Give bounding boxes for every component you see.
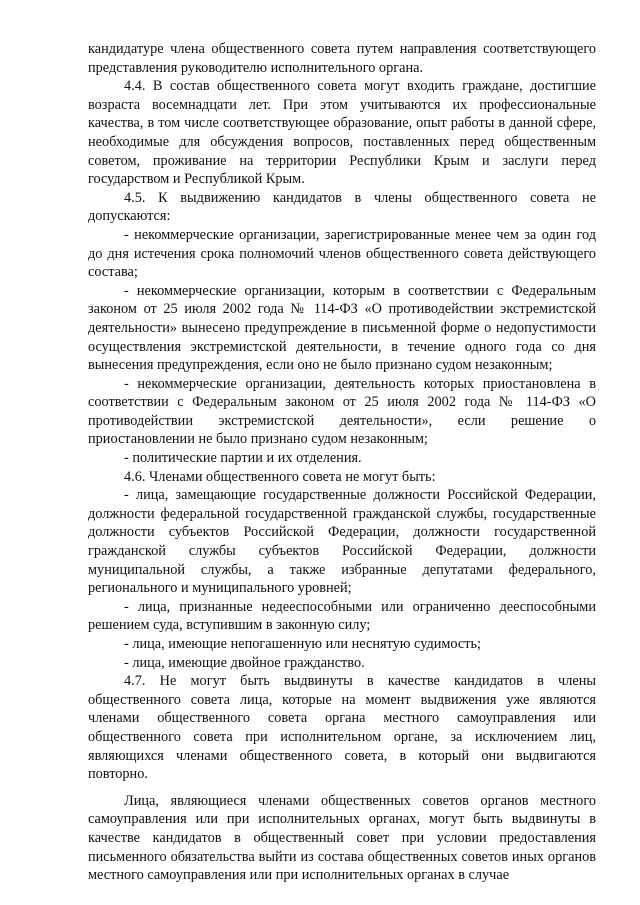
list-item-4-6-3: - лица, имеющие непогашенную или неснятую судимость; [124, 636, 482, 652]
list-item-4-6-4: - лица, имеющие двойное гражданство. [124, 654, 365, 671]
paragraph-4-5: 4.5. К выдвижению кандидатов в члены общественного совета не допускаются: [88, 189, 596, 225]
paragraph-4-7-note: Лица, являющиеся членами общественных советов органов местного самоуправления или при исполнительных органах, могут быть выдвинуты в качестве кандидатов в общественный совет при условии предоставления письменного обязательства выйти из состава общественных советов иных органов местного самоуправления или при исполнительных органах в случае [88, 792, 596, 884]
list-item-4-6-2: - лица, признанные недееспособными или ограниченно дееспособными решением суда, вступившим в законную силу; [88, 598, 596, 634]
paragraph-4-4: 4.4. В состав общественного совета могут входить граждане, достигшие возраста восемнадцати лет. При этом учитываются их профессиональные качества, в том числе соответствующее образование, опыт работы в данной сфере, необходимые для обсуждения вопросов, поставленных перед общественным советом, проживание на территории Республики Крым и заслуги перед государством и Республикой Крым. [88, 78, 596, 188]
document-page [88, 40, 596, 885]
paragraph-continuation: кандидатуре члена общественного совета путем направления соответствующего представления руководителю исполнительного органа. [88, 41, 596, 76]
paragraph-4-6: 4.6. Членами общественного совета не могут быть: [124, 468, 436, 485]
paragraph-4-7: 4.7. Не могут быть выдвинуты в качестве кандидатов в члены общественного совета лица, которые на момент выдвижения уже являются членами общественного совета органа местного самоуправления или общественного совета при исполнительном органе, за исключением лиц, являющихся членами общественного совета, в который они выдвигаются повторно. [88, 673, 596, 783]
list-item-4-5-2: - некоммерческие организации, которым в соответствии с Федеральным законом от 25 июля 2002 года № 114-ФЗ «О противодействии экстремистской деятельности» вынесено предупреждение в письменной форме о недопустимости осуществления экстремистской деятельности, в течение одного года со дня вынесения предупреждения, если оно не было признано судом незаконным; [88, 282, 596, 374]
list-item-4-6-1: - лица, замещающие государственные должности Российской Федерации, должности федеральной государственной гражданской службы, государственные должности субъектов Российской Федерации, должности государственной гражданской службы субъектов Российской Федерации, должности муниципальной службы, а также избранные депутатами федерального, регионального и муниципального уровней; [88, 487, 596, 597]
list-item-4-5-4: - политические партии и их отделения. [124, 450, 362, 467]
list-item-4-5-3: - некоммерческие организации, деятельность которых приостановлена в соответствии с Федеральным законом от 25 июля 2002 года № 114-ФЗ «О противодействии экстремистской деятельности», если решение о приостановлении не было признано судом незаконным; [88, 375, 596, 448]
list-item-4-5-1: - некоммерческие организации, зарегистрированные менее чем за один год до дня истечения срока полномочий членов общественного совета действующего состава; [88, 226, 596, 281]
